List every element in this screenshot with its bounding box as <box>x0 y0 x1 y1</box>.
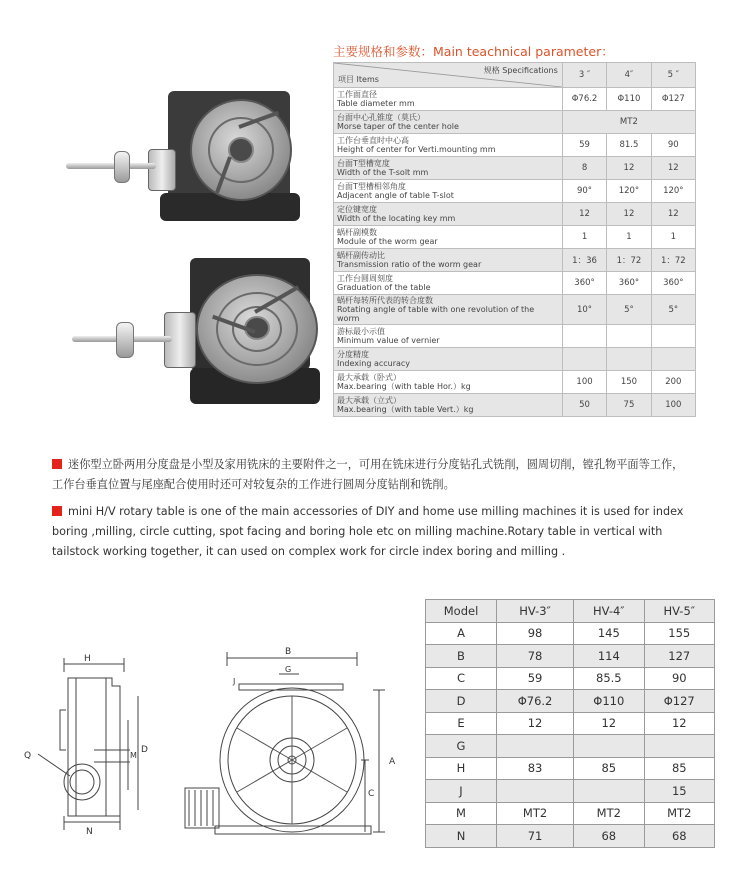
model-row <box>426 690 715 713</box>
spec-value <box>651 348 695 371</box>
spec-label-cn: 最大承载（立式） <box>337 396 401 405</box>
spec-label-en: Indexing accuracy <box>337 359 411 368</box>
spec-value: Φ110 <box>607 88 651 111</box>
model-cell: 114 <box>574 645 644 668</box>
model-header-row <box>426 600 715 623</box>
model-cell: 127 <box>644 645 714 668</box>
spec-row <box>334 111 696 134</box>
spec-label-cn: 蜗杆副传动比 <box>337 251 385 260</box>
description-en <box>52 502 692 562</box>
spec-row <box>334 157 696 180</box>
spec-value: 120° <box>651 180 695 203</box>
spec-row <box>334 325 696 348</box>
spec-table <box>333 62 696 417</box>
spec-value: Φ76.2 <box>562 88 606 111</box>
model-cell <box>574 780 644 803</box>
spec-value: 12 <box>562 203 606 226</box>
spec-row <box>334 134 696 157</box>
spec-label-en: Module of the worm gear <box>337 237 438 246</box>
spec-row <box>334 371 696 394</box>
spec-size: 4″ <box>607 63 651 88</box>
model-cell: 71 <box>497 825 574 848</box>
spec-row <box>334 226 696 249</box>
spec-value <box>562 348 606 371</box>
spec-value: 10° <box>562 295 606 325</box>
model-cell: MT2 <box>574 802 644 825</box>
rotary-table-photo-horizontal <box>62 250 324 410</box>
spec-row <box>334 394 696 417</box>
model-cell: 90 <box>644 667 714 690</box>
spec-value <box>607 348 651 371</box>
spec-row <box>334 180 696 203</box>
spec-value: 5° <box>607 295 651 325</box>
dim-label-q: Q <box>24 751 32 761</box>
spec-value: 1：72 <box>651 249 695 272</box>
model-cell: D <box>426 690 497 713</box>
spec-value: 8 <box>562 157 606 180</box>
spec-label-en: Transmission ratio of the worm gear <box>337 260 482 269</box>
spec-label-en: Width of the locating key mm <box>337 214 456 223</box>
model-cell: 15 <box>644 780 714 803</box>
model-cell: 68 <box>644 825 714 848</box>
spec-value: 150 <box>607 371 651 394</box>
spec-label-en: Height of center for Verti.mounting mm <box>337 145 496 154</box>
spec-value: 120° <box>607 180 651 203</box>
spec-value-merged: MT2 <box>562 111 695 134</box>
spec-label-cn: 分度精度 <box>337 350 369 359</box>
spec-row <box>334 88 696 111</box>
spec-label-en: Max.bearing（with table Vert.）kg <box>337 405 474 414</box>
spec-label-en: Adjacent angle of table T-slot <box>337 191 454 200</box>
spec-value: 5° <box>651 295 695 325</box>
description-en-text: mini H/V rotary table is one of the main accessories of DIY and home use milling machines it is used for index boring ,milling, circle cutting, spot facing and boring hole etc on milling machine.Rotary table in vertical with tailstock working together, it can used on complex work for circle index boring and milling . <box>52 505 684 558</box>
spec-value: 1 <box>651 226 695 249</box>
model-cell: H <box>426 757 497 780</box>
model-cell: E <box>426 712 497 735</box>
spec-value: Φ127 <box>651 88 695 111</box>
model-cell: 12 <box>574 712 644 735</box>
model-row <box>426 780 715 803</box>
spec-header-item: 项目 Items <box>338 75 379 84</box>
spec-value: 100 <box>562 371 606 394</box>
dim-label-c: C <box>368 789 375 799</box>
dim-label-h: H <box>84 654 91 664</box>
spec-label-cn: 游标最小示值 <box>337 327 385 336</box>
spec-label-en: Width of the T-solt mm <box>337 168 429 177</box>
spec-row <box>334 203 696 226</box>
model-cell: 12 <box>644 712 714 735</box>
model-cell: N <box>426 825 497 848</box>
model-cell: 145 <box>574 622 644 645</box>
model-cell: G <box>426 735 497 758</box>
spec-value: 50 <box>562 394 606 417</box>
model-header-cell: HV-5″ <box>644 600 714 623</box>
bullet-square-icon <box>52 506 62 516</box>
model-table <box>425 599 715 848</box>
dim-label-a: A <box>389 757 396 767</box>
dim-label-n: N <box>86 827 93 837</box>
model-row <box>426 825 715 848</box>
model-cell: A <box>426 622 497 645</box>
spec-label-en: Graduation of the table <box>337 283 431 292</box>
spec-header-row <box>334 63 696 88</box>
model-row <box>426 735 715 758</box>
spec-value: 360° <box>607 272 651 295</box>
model-cell: Φ127 <box>644 690 714 713</box>
model-cell: 12 <box>497 712 574 735</box>
model-cell: M <box>426 802 497 825</box>
model-row <box>426 622 715 645</box>
spec-label-cn: 最大承载（卧式） <box>337 373 401 382</box>
side-view-drawing <box>20 650 160 840</box>
spec-title: 主要规格和参数：Main teachnical parameter： <box>333 44 614 59</box>
description-cn <box>52 455 692 495</box>
spec-row <box>334 249 696 272</box>
model-cell: J <box>426 780 497 803</box>
spec-value: 90 <box>651 134 695 157</box>
model-cell <box>574 735 644 758</box>
model-cell: 155 <box>644 622 714 645</box>
spec-value: 100 <box>651 394 695 417</box>
spec-label-en: Minimum value of vernier <box>337 336 440 345</box>
spec-value: 81.5 <box>607 134 651 157</box>
model-cell: 85 <box>574 757 644 780</box>
spec-row <box>334 272 696 295</box>
spec-value: 1 <box>607 226 651 249</box>
spec-label-en: Table diameter mm <box>337 99 415 108</box>
spec-value <box>607 325 651 348</box>
model-cell: 83 <box>497 757 574 780</box>
model-cell: MT2 <box>644 802 714 825</box>
spec-row <box>334 348 696 371</box>
spec-value: 12 <box>651 203 695 226</box>
spec-value: 90° <box>562 180 606 203</box>
spec-value: 360° <box>651 272 695 295</box>
spec-row <box>334 295 696 325</box>
model-cell: Φ110 <box>574 690 644 713</box>
spec-header-cell <box>334 63 563 88</box>
model-cell: B <box>426 645 497 668</box>
spec-size: 5 ″ <box>651 63 695 88</box>
spec-label-cn: 台面T型槽宽度 <box>337 159 390 168</box>
model-cell: 85 <box>644 757 714 780</box>
spec-label-en: Max.bearing（with table Hor.）kg <box>337 382 471 391</box>
spec-value: 1：72 <box>607 249 651 272</box>
spec-label-cn: 工作台垂直时中心高 <box>337 136 409 145</box>
bullet-square-icon <box>52 459 62 469</box>
dim-label-g: G <box>285 665 292 674</box>
dim-label-j: J <box>233 677 236 686</box>
model-cell: C <box>426 667 497 690</box>
model-row <box>426 712 715 735</box>
spec-value <box>651 325 695 348</box>
dim-label-m: M <box>130 751 137 760</box>
model-cell <box>644 735 714 758</box>
spec-label-en: Morse taper of the center hole <box>337 122 459 131</box>
spec-label-cn: 工作面直径 <box>337 90 377 99</box>
model-row <box>426 757 715 780</box>
spec-size: 3 ″ <box>562 63 606 88</box>
model-header-cell: Model <box>426 600 497 623</box>
spec-value: 1：36 <box>562 249 606 272</box>
spec-label-cn: 工作台圆周刻度 <box>337 274 393 283</box>
model-header-cell: HV-3″ <box>497 600 574 623</box>
dim-label-d: D <box>141 745 148 755</box>
spec-value <box>562 325 606 348</box>
spec-value: 12 <box>651 157 695 180</box>
spec-value: 360° <box>562 272 606 295</box>
spec-value: 12 <box>607 157 651 180</box>
spec-label-en: Rotating angle of table with one revolution of the worm <box>337 305 535 323</box>
model-row <box>426 802 715 825</box>
front-view-drawing <box>175 640 415 840</box>
spec-label-cn: 定位键宽度 <box>337 205 377 214</box>
spec-value: 12 <box>607 203 651 226</box>
spec-value: 59 <box>562 134 606 157</box>
model-cell: Φ76.2 <box>497 690 574 713</box>
model-cell: 78 <box>497 645 574 668</box>
model-cell <box>497 780 574 803</box>
model-cell: 85.5 <box>574 667 644 690</box>
spec-value: 200 <box>651 371 695 394</box>
rotary-table-photo-vertical <box>60 85 310 230</box>
description-cn-text: 迷你型立卧两用分度盘是小型及家用铣床的主要附件之一，可用在铣床进行分度钻孔式铣削，圆周切削，镗孔物平面等工作，工作台垂直位置与尾座配合使用时还可对较复杂的工作进行圆周分度钻削和铣削。 <box>52 458 684 491</box>
spec-label-cn: 台面T型槽相邻角度 <box>337 182 406 191</box>
model-cell <box>497 735 574 758</box>
spec-value: 75 <box>607 394 651 417</box>
spec-label-cn: 蜗杆每转所代表的转合度数 <box>337 296 433 305</box>
spec-value: 1 <box>562 226 606 249</box>
model-row <box>426 645 715 668</box>
model-cell: 59 <box>497 667 574 690</box>
spec-label-cn: 台面中心孔锥度（莫氏） <box>337 113 425 122</box>
spec-header-spec: 规格 Specifications <box>483 66 558 75</box>
spec-label-cn: 蜗杆副模数 <box>337 228 377 237</box>
model-header-cell: HV-4″ <box>574 600 644 623</box>
model-cell: 98 <box>497 622 574 645</box>
model-cell: 68 <box>574 825 644 848</box>
model-cell: MT2 <box>497 802 574 825</box>
dim-label-b: B <box>285 647 292 657</box>
model-row <box>426 667 715 690</box>
